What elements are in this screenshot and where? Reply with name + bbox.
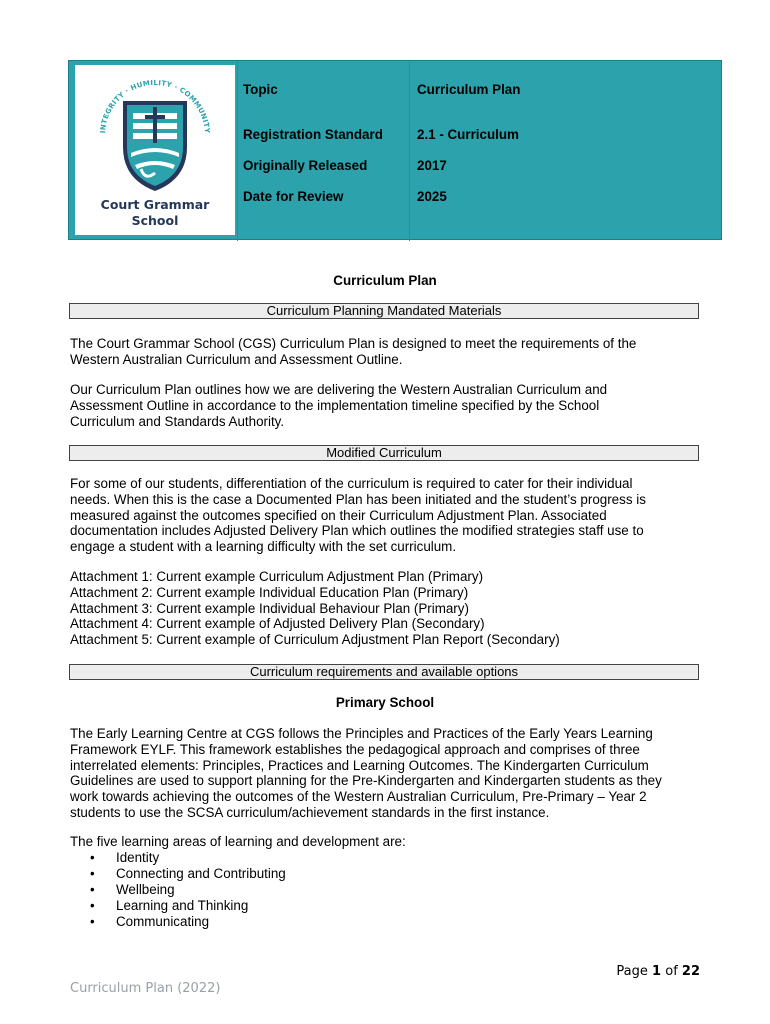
- crest-icon: [95, 73, 215, 195]
- list-item: Attachment 2: Current example Individual Education Plan (Primary): [70, 584, 469, 600]
- list-item: • Communicating: [90, 914, 286, 930]
- school-logo: [75, 65, 235, 235]
- list-item: Attachment 1: Current example Curriculum Adjustment Plan (Primary): [70, 569, 484, 584]
- school-name: Court Grammar School: [100, 197, 210, 228]
- header-divider: [237, 61, 238, 241]
- list-item: • Connecting and Contributing: [90, 866, 286, 882]
- section-heading-mandated: Curriculum Planning Mandated Materials: [69, 303, 699, 319]
- paragraph: The Early Learning Centre at CGS follows the Principles and Practices of the Early Years Learning Framework EYLF. This framework establishes the pedagogical approach and comprises of three interrelated elements: Principles, Practices and Learning Outcomes. The Kindergarten Curriculum Guidelines are used to support planning for the Pre-Kindergarten and Kindergarten students as they work towards achieving the outcomes of the Western Australian Curriculum, Pre-Primary – Year 2 students to use the SCSA curriculum/achievement standards in the first instance.: [70, 726, 662, 820]
- attachment-list: [70, 569, 710, 648]
- paragraph: Our Curriculum Plan outlines how we are delivering the Western Australian Curriculum and Assessment Outline in accordance to the implementation timeline specified by the School Curriculum and Standards Authority.: [70, 382, 608, 429]
- list-item: Attachment 3: Current example Individual Behaviour Plan (Primary): [70, 600, 469, 616]
- header-divider: [409, 61, 410, 241]
- svg-text:INTEGRITY · HUMILITY · COMMUNI: INTEGRITY · HUMILITY · COMMUNITY: [99, 78, 212, 134]
- section-heading-modified: Modified Curriculum: [69, 445, 699, 461]
- footer-label: Curriculum Plan (2022): [70, 981, 221, 996]
- document-title: Curriculum Plan: [333, 273, 437, 288]
- list-item: • Learning and Thinking: [90, 898, 286, 914]
- page-number: Page 1 of 22: [616, 964, 700, 979]
- paragraph: For some of our students, differentiation of the curriculum is required to cater for their individual needs. When this is the case a Documented Plan has been initiated and the student’s progress is measured against the outcomes specified on their Curriculum Adjustment Plan. Associated documentation includes Adjusted Delivery Plan which outlines the modified strategies staff use to engage a student with a learning difficulty with the set curriculum.: [70, 476, 646, 555]
- list-item: Attachment 4: Current example of Adjusted Delivery Plan (Secondary): [70, 616, 485, 632]
- section-heading-requirements: Curriculum requirements and available options: [69, 664, 699, 680]
- subheading-primary-school: Primary School: [335, 695, 435, 710]
- list-intro: The five learning areas of learning and development are:: [70, 834, 406, 849]
- document-header: INTEGRITY · HUMILITY · COMMUNITY Court Grammar School Topic Curriculum Plan Registration Standard 2.1 - Curriculum Originally Released 2017 Date for Review 2025: [68, 60, 722, 240]
- list-item: • Wellbeing: [90, 882, 286, 898]
- learning-areas-list: [90, 850, 286, 930]
- list-item: Attachment 5: Current example of Curriculum Adjustment Plan Report (Secondary): [70, 632, 560, 648]
- paragraph: The Court Grammar School (CGS) Curriculum Plan is designed to meet the requirements of the Western Australian Curriculum and Assessment Outline.: [70, 336, 637, 367]
- list-item: • Identity: [90, 850, 286, 866]
